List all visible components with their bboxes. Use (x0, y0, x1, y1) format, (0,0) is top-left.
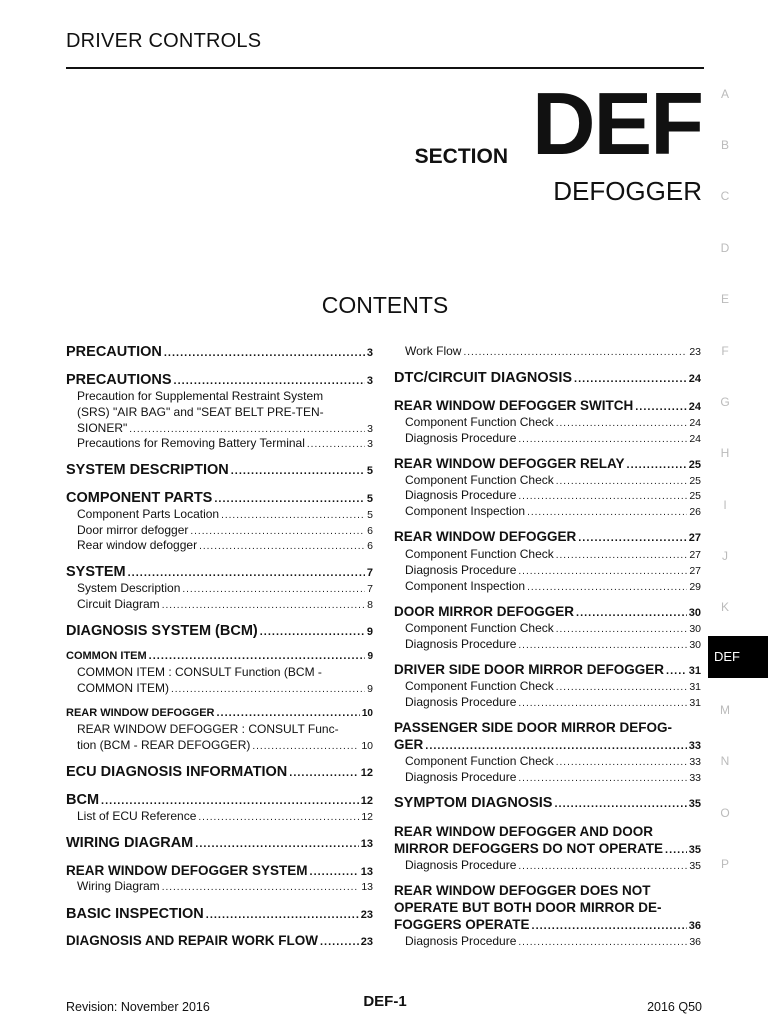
toc-entry-basic-inspection[interactable]: BASIC INSPECTION ..... 23 (66, 906, 373, 922)
toc-entry-rwd-relay-cfc[interactable]: Component Function Check ..... 25 (394, 473, 701, 487)
toc-entry-srs-line1[interactable]: Precaution for Supplemental Restraint System (77, 389, 324, 403)
toc-entry-dmd-cfc[interactable]: Component Function Check ..... 30 (394, 621, 701, 635)
footer-model: 2016 Q50 (647, 1000, 702, 1014)
section-code: DEF (532, 74, 702, 173)
toc-entry-precautions[interactable]: PRECAUTIONS ..... 3 (66, 372, 373, 388)
toc-entry-rwd-dmd-no-dp[interactable]: Diagnosis Procedure ..... 35 (394, 858, 701, 872)
side-index-e[interactable]: E (720, 292, 729, 306)
side-index-m[interactable]: M (720, 703, 730, 717)
toc-entry-rwd-switch-dp[interactable]: Diagnosis Procedure ..... 24 (394, 431, 701, 445)
side-index-j[interactable]: J (722, 549, 728, 563)
toc-entry-rwd-system[interactable]: REAR WINDOW DEFOGGER SYSTEM ..... 13 (66, 863, 373, 878)
side-index-b[interactable]: B (720, 138, 729, 152)
toc-entry-rwd-switch-cfc[interactable]: Component Function Check ..... 24 (394, 415, 701, 429)
toc-entry-driver-dmd-cfc[interactable]: Component Function Check ..... 31 (394, 679, 701, 693)
toc-entry-rear-window-defogger[interactable]: Rear window defogger ..... 6 (66, 538, 373, 552)
toc-entry-rwd-relay-ci[interactable]: Component Inspection ..... 26 (394, 504, 701, 518)
toc-entry-rwd-not-line1[interactable]: REAR WINDOW DEFOGGER DOES NOT (394, 883, 651, 898)
toc-entry-rwd-consult-line1[interactable]: REAR WINDOW DEFOGGER : CONSULT Func- (77, 722, 339, 736)
toc-entry-wiring-diagram[interactable]: WIRING DIAGRAM ..... 13 (66, 835, 373, 851)
side-index-h[interactable]: H (720, 446, 730, 460)
toc-entry-passenger-dmd-line1[interactable]: PASSENGER SIDE DOOR MIRROR DEFOG- (394, 720, 673, 735)
side-index-d[interactable]: D (720, 241, 730, 255)
side-index-a[interactable]: A (720, 87, 729, 101)
toc-entry-rwd-not-dp[interactable]: Diagnosis Procedure ..... 36 (394, 934, 701, 948)
toc-entry-system[interactable]: SYSTEM ..... 7 (66, 564, 373, 580)
toc-entry-system-description[interactable]: SYSTEM DESCRIPTION ..... 5 (66, 462, 373, 478)
toc-entry-passenger-dmd-dp[interactable]: Diagnosis Procedure ..... 33 (394, 770, 701, 784)
toc-entry-passenger-dmd-cfc[interactable]: Component Function Check ..... 33 (394, 754, 701, 768)
header-title: DRIVER CONTROLS (66, 30, 262, 52)
toc-entry-driver-dmd-dp[interactable]: Diagnosis Procedure ..... 31 (394, 695, 701, 709)
toc-entry-dtc-circuit[interactable]: DTC/CIRCUIT DIAGNOSIS ..... 24 (394, 370, 701, 386)
toc-entry-rwd-not[interactable]: FOGGERS OPERATE ..... 36 (394, 917, 701, 932)
toc-entry-rwd-cfc[interactable]: Component Function Check ..... 27 (394, 547, 701, 561)
toc-entry-precaution[interactable]: PRECAUTION ..... 3 (66, 344, 373, 360)
toc-entry-bcm[interactable]: BCM ..... 12 (66, 792, 373, 808)
section-name: DEFOGGER (553, 176, 702, 206)
toc-entry-circuit-diagram[interactable]: Circuit Diagram ..... 8 (66, 597, 373, 611)
toc-entry-dmd[interactable]: DOOR MIRROR DEFOGGER ..... 30 (394, 604, 701, 619)
toc-entry-driver-dmd[interactable]: DRIVER SIDE DOOR MIRROR DEFOGGER ..... 31 (394, 662, 701, 677)
toc-entry-system-desc[interactable]: System Description ..... 7 (66, 581, 373, 595)
footer-revision: Revision: November 2016 (66, 1000, 210, 1014)
side-index-i[interactable]: I (723, 498, 727, 512)
toc-entry-common-consult[interactable]: COMMON ITEM) ..... 9 (66, 681, 373, 695)
side-index-o[interactable]: O (720, 806, 730, 820)
contents-title: CONTENTS (321, 292, 449, 318)
toc-entry-common-item[interactable]: COMMON ITEM ..... 9 (66, 650, 373, 662)
side-index-current-tab[interactable]: DEF (708, 636, 768, 678)
toc-entry-rwd-relay[interactable]: REAR WINDOW DEFOGGER RELAY ..... 25 (394, 456, 701, 471)
toc-entry-ecu-diagnosis[interactable]: ECU DIAGNOSIS INFORMATION ..... 12 (66, 764, 373, 780)
side-index-c[interactable]: C (720, 189, 730, 203)
toc-entry-rwd-dp[interactable]: Diagnosis Procedure ..... 27 (394, 563, 701, 577)
toc-entry-common-consult-line1[interactable]: COMMON ITEM : CONSULT Function (BCM - (77, 665, 322, 679)
toc-entry-rwd-dmd-no[interactable]: MIRROR DEFOGGERS DO NOT OPERATE ..... 35 (394, 841, 701, 856)
toc-entry-srs[interactable]: SIONER" ..... 3 (66, 421, 373, 435)
toc-entry-passenger-dmd[interactable]: GER ..... 33 (394, 737, 701, 752)
toc-entry-wiring-diagram-sub[interactable]: Wiring Diagram ..... 13 (66, 879, 373, 893)
toc-entry-work-flow[interactable]: Work Flow ..... 23 (394, 344, 701, 358)
toc-entry-srs-line2[interactable]: (SRS) "AIR BAG" and "SEAT BELT PRE-TEN- (77, 405, 324, 419)
toc-entry-rwd-dmd-no-line1[interactable]: REAR WINDOW DEFOGGER AND DOOR (394, 824, 653, 839)
side-index-n[interactable]: N (720, 754, 730, 768)
section-label: SECTION (414, 145, 508, 168)
toc-entry-rwd-relay-dp[interactable]: Diagnosis Procedure ..... 25 (394, 488, 701, 502)
toc-entry-rwd-heading[interactable]: REAR WINDOW DEFOGGER ..... 10 (66, 707, 373, 719)
toc-entry-component-parts-location[interactable]: Component Parts Location ..... 5 (66, 507, 373, 521)
toc-entry-rwd[interactable]: REAR WINDOW DEFOGGER ..... 27 (394, 529, 701, 544)
header-rule (66, 67, 704, 69)
toc-entry-rwd-switch[interactable]: REAR WINDOW DEFOGGER SWITCH ..... 24 (394, 398, 701, 413)
toc-entry-rwd-ci[interactable]: Component Inspection ..... 29 (394, 579, 701, 593)
footer-page-number: DEF-1 (363, 993, 407, 1010)
side-index-p[interactable]: P (720, 857, 729, 871)
toc-entry-diag-repair-flow[interactable]: DIAGNOSIS AND REPAIR WORK FLOW ..... 23 (66, 933, 373, 948)
side-index-g[interactable]: G (720, 395, 730, 409)
toc-entry-battery[interactable]: Precautions for Removing Battery Terminal ..... 3 (66, 436, 373, 450)
toc-entry-rwd-not-line2[interactable]: OPERATE BUT BOTH DOOR MIRROR DE- (394, 900, 662, 915)
side-index-f[interactable]: F (721, 344, 729, 358)
side-index-k[interactable]: K (720, 600, 729, 614)
toc-entry-component-parts[interactable]: COMPONENT PARTS ..... 5 (66, 490, 373, 506)
toc-entry-rwd-consult[interactable]: tion (BCM - REAR DEFOGGER) ..... 10 (66, 738, 373, 752)
toc-entry-ecu-reference[interactable]: List of ECU Reference ..... 12 (66, 809, 373, 823)
toc-entry-diagnosis-system[interactable]: DIAGNOSIS SYSTEM (BCM) ..... 9 (66, 623, 373, 639)
toc-entry-door-mirror-defogger[interactable]: Door mirror defogger ..... 6 (66, 523, 373, 537)
toc-entry-dmd-dp[interactable]: Diagnosis Procedure ..... 30 (394, 637, 701, 651)
toc-entry-symptom-diagnosis[interactable]: SYMPTOM DIAGNOSIS ..... 35 (394, 795, 701, 811)
